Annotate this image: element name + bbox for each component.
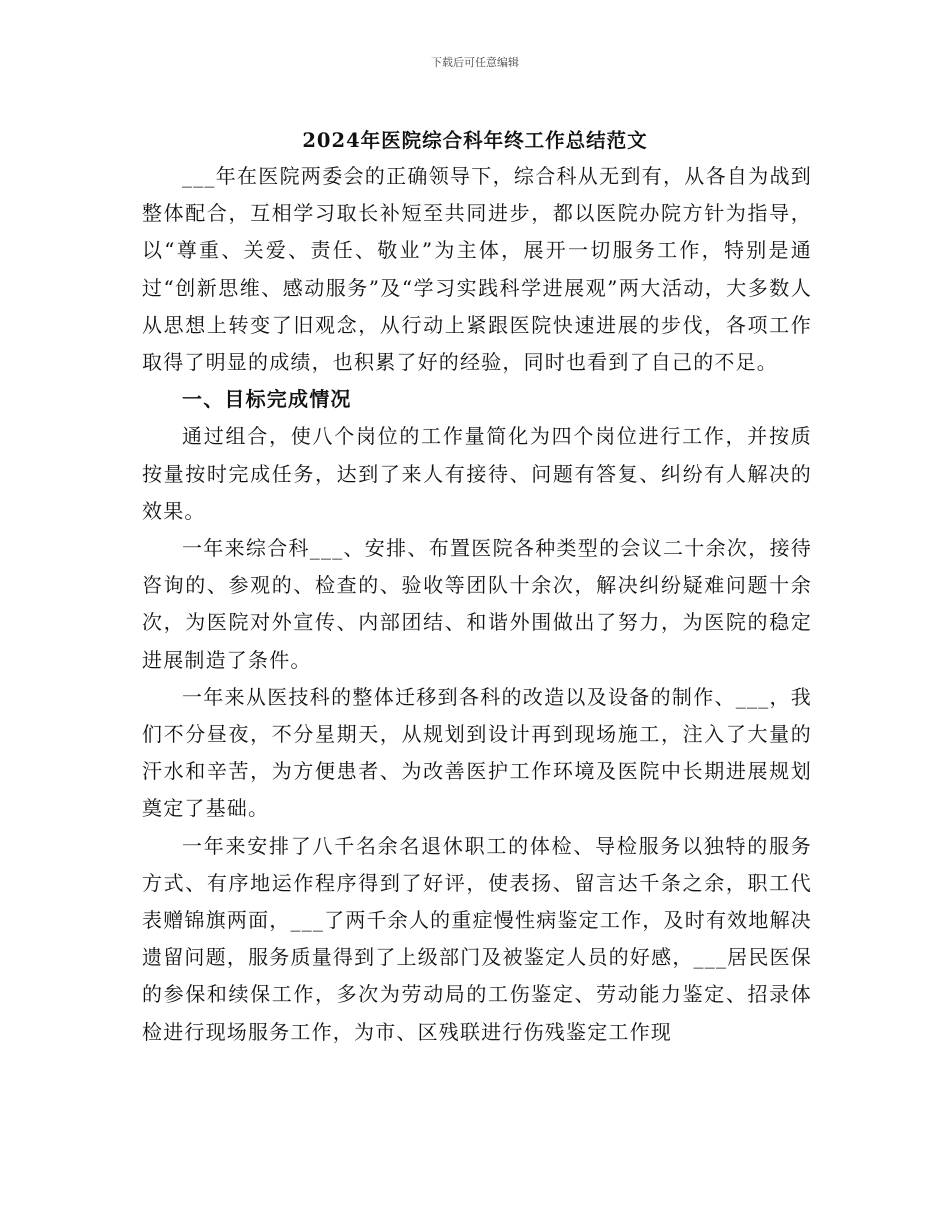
page-header-note: 下载后可任意编辑 [431, 56, 519, 69]
body-paragraph: 一年来安排了八千名余名退休职工的体检、导检服务以独特的服务方式、有序地运作程序得到了好评，使表扬、留言达千条之余，职工代表赠锦旗两面，___了两千余人的重症慢性病鉴定工作，及时有效地解决遗留问题，服务质量得到了上级部门及被鉴定人员的好感，___居民医保的参保和续保工作，多次为劳动局的工伤鉴定、劳动能力鉴定、招录体检进行现场服务工作，为市、区残联进行伤残鉴定工作现 [142, 833, 812, 1044]
document-body [142, 158, 812, 1051]
body-paragraph: 一年来从医技科的整体迁移到各科的改造以及设备的制作、___，我们不分昼夜，不分星期天，从规划到设计再到现场施工，注入了大量的汗水和辛苦，为方便患者、为改善医护工作环境及医院中长期进展规划奠定了基础。 [142, 684, 812, 821]
section-heading-goals: 一、目标完成情况 [182, 387, 352, 412]
body-paragraph: 通过组合，使八个岗位的工作量简化为四个岗位进行工作，并按质按量按时完成任务，达到了来人有接待、问题有答复、纠纷有人解决的效果。 [142, 424, 812, 523]
intro-paragraph: ___年在医院两委会的正确领导下，综合科从无到有，从各自为战到整体配合，互相学习取长补短至共同进步，都以医院办院方针为指导，以“尊重、关爱、责任、敬业”为主体，展开一切服务工作，特别是通过“创新思维、感动服务”及“学习实践科学进展观”两大活动，大多数人从思想上转变了旧观念，从行动上紧跟医院快速进展的步伐，各项工作取得了明显的成绩，也积累了好的经验，同时也看到了自己的不足。 [142, 164, 812, 375]
body-paragraph: 一年来综合科___、安排、布置医院各种类型的会议二十余次，接待咨询的、参观的、检查的、验收等团队十余次，解决纠纷疑难问题十余次，为医院对外宣传、内部团结、和谐外围做出了努力，为医院的稳定进展制造了条件。 [142, 536, 812, 672]
document-title: 2024年医院综合科年终工作总结范文 [302, 129, 648, 152]
